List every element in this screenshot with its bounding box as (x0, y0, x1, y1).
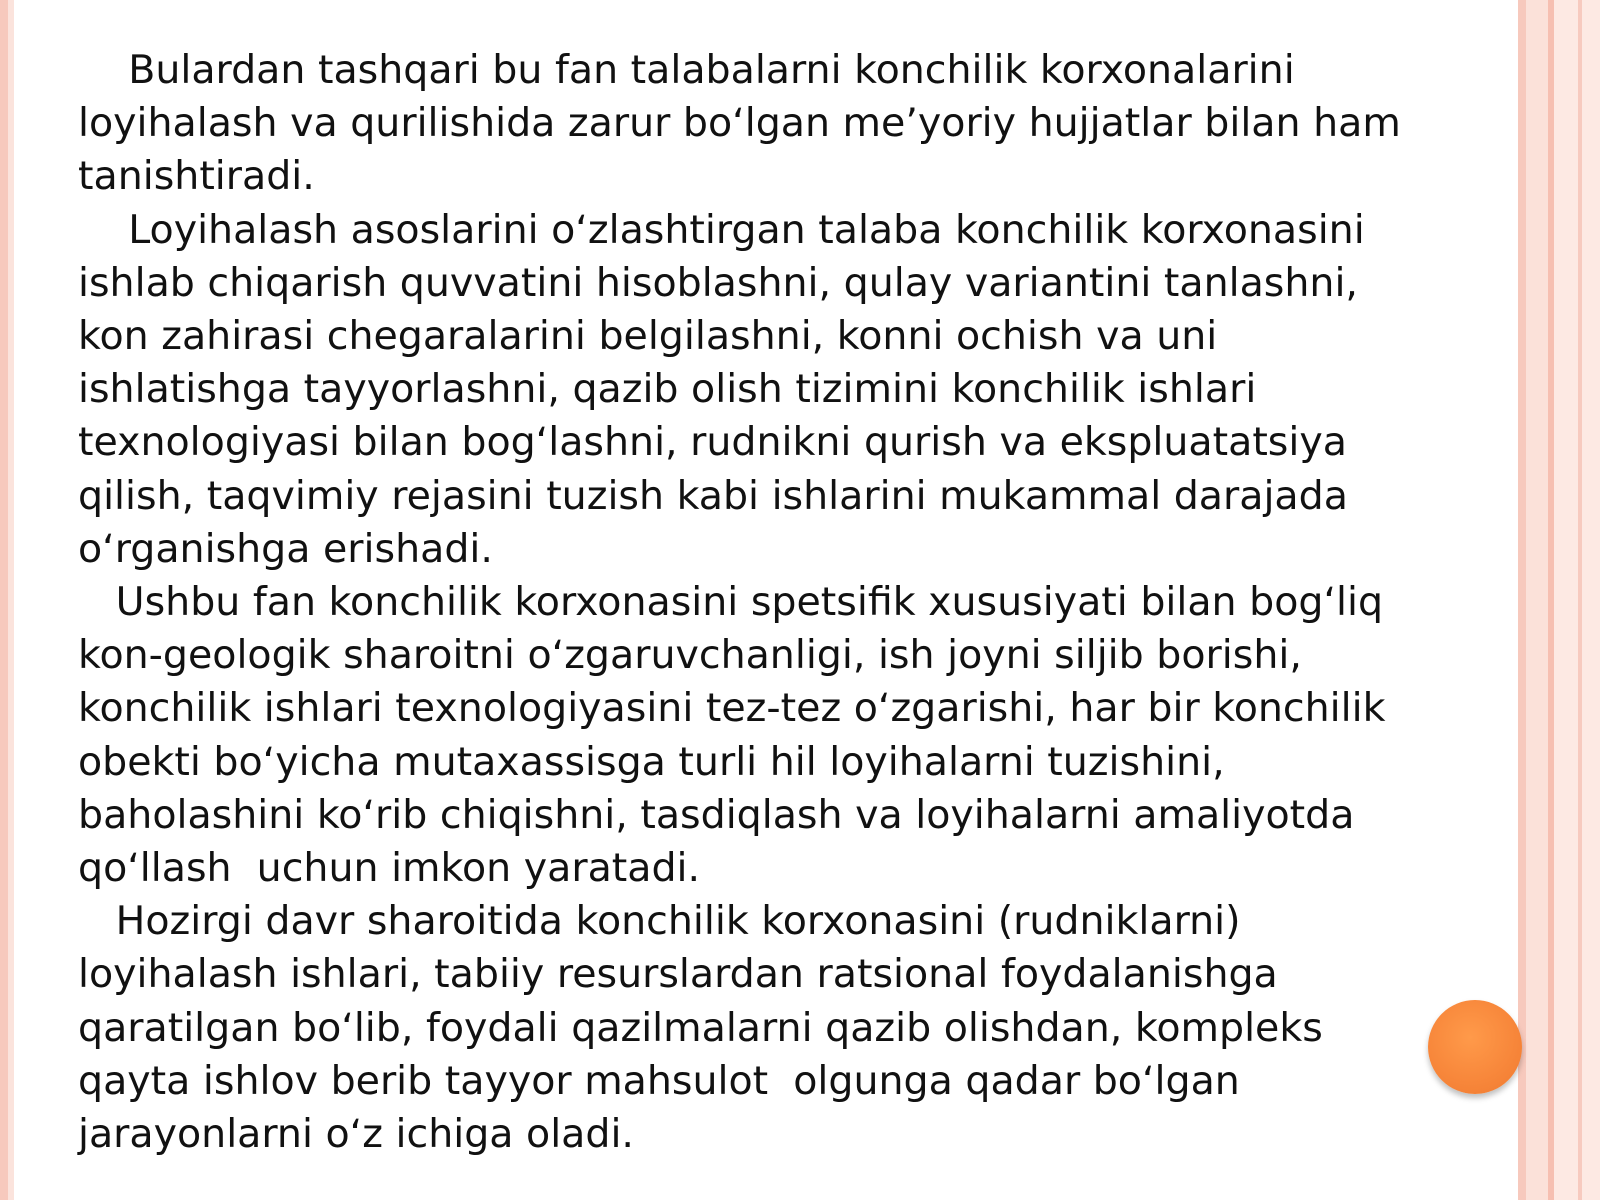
text-line: qayta ishlov berib tayyor mahsulot olgunga qadar boʻlgan (78, 1057, 1240, 1104)
slide-body-text (78, 44, 1498, 1161)
text-line: baholashini koʻrib chiqishni, tasdiqlash va loyihalarni amaliyotda (78, 791, 1355, 838)
paragraph-2 (78, 204, 1498, 576)
text-line: texnologiyasi bilan bogʻlashni, rudnikni qurish va ekspluatatsiya (78, 419, 1347, 466)
text-line: qilish, taqvimiy rejasini tuzish kabi ishlarini mukammal darajada (78, 472, 1348, 519)
paragraph-4 (78, 895, 1498, 1161)
text-line: loyihalash ishlari, tabiiy resurslardan ratsional foydalanishga (78, 951, 1278, 998)
text-line: Loyihalash asoslarini oʻzlashtirgan talaba konchilik korxonasini (78, 206, 1365, 253)
text-line: tanishtiradi. (78, 153, 315, 200)
text-line: kon-geologik sharoitni oʻzgaruvchanligi, ish joyni siljib borishi, (78, 632, 1302, 679)
text-line: loyihalash va qurilishida zarur boʻlgan meʼyoriy hujjatlar bilan ham (78, 100, 1401, 147)
text-line: ishlab chiqarish quvvatini hisoblashni, qulay variantini tanlashni, (78, 259, 1358, 306)
right-border-stripe (1554, 0, 1600, 1200)
right-border-stripe (1526, 0, 1548, 1200)
text-line: Hozirgi davr sharoitida konchilik korxonasini (rudniklarni) (78, 898, 1241, 945)
paragraph-3 (78, 576, 1498, 895)
text-line: konchilik ishlari texnologiyasini tez-tez oʻzgarishi, har bir konchilik (78, 685, 1386, 732)
paragraph-1 (78, 44, 1498, 204)
text-line: qoʻllash uchun imkon yaratadi. (78, 845, 701, 892)
text-line: Bulardan tashqari bu fan talabalarni konchilik korxonalarini (78, 47, 1295, 93)
text-line: jarayonlarni oʻz ichiga oladi. (78, 1111, 634, 1158)
left-border-stripe (0, 0, 8, 1200)
left-border-stripe-inner (8, 0, 14, 1200)
text-line: ishlatishga tayyorlashni, qazib olish tizimini konchilik ishlari (78, 366, 1257, 413)
text-line: Ushbu fan konchilik korxonasini spetsifik xususiyati bilan bogʻliq (78, 579, 1384, 626)
text-line: obekti boʻyicha mutaxassisga turli hil loyihalarni tuzishini, (78, 738, 1225, 785)
orange-circle-decoration (1428, 1000, 1522, 1094)
text-line: qaratilgan boʻlib, foydali qazilmalarni qazib olishdan, kompleks (78, 1004, 1323, 1051)
right-border-stripe (1518, 0, 1526, 1200)
text-line: kon zahirasi chegaralarini belgilashni, konni ochish va uni (78, 313, 1218, 360)
text-line: oʻrganishga erishadi. (78, 525, 493, 572)
right-border-stripe (1578, 0, 1582, 1200)
